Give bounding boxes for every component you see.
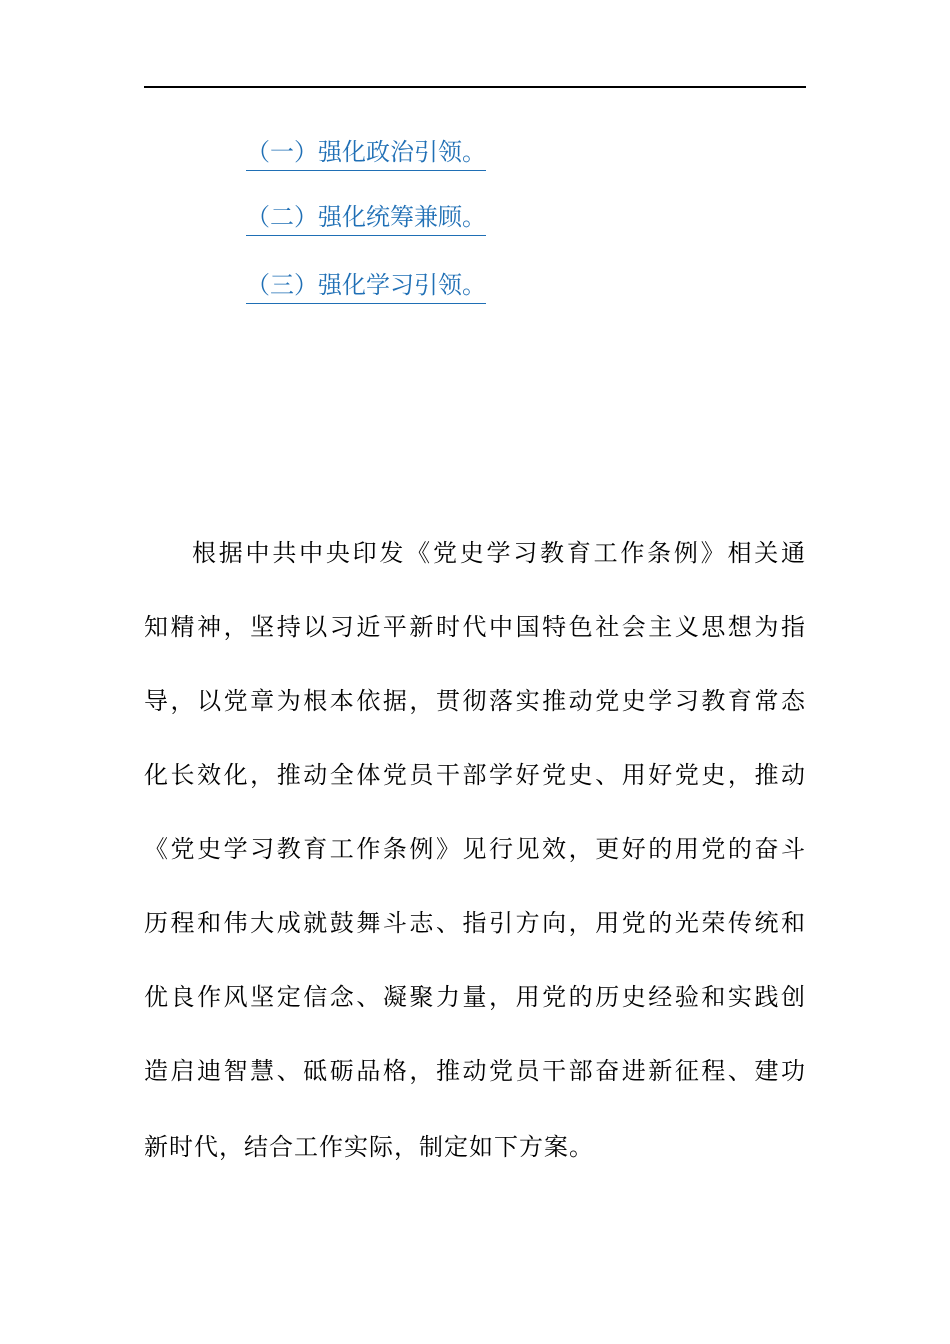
paragraph-line-5: 《党史学习教育工作条例》见行见效，更好的用党的奋斗	[144, 835, 806, 863]
paragraph-line-2: 知精神，坚持以习近平新时代中国特色社会主义思想为指	[144, 613, 806, 641]
toc-link-3[interactable]: （三）强化学习引领。	[246, 270, 486, 304]
paragraph-line-6: 历程和伟大成就鼓舞斗志、指引方向，用党的光荣传统和	[144, 909, 806, 937]
header-divider	[144, 86, 806, 88]
paragraph-line-8: 造启迪智慧、砥砺品格，推动党员干部奋进新征程、建功	[144, 1057, 806, 1085]
toc-link-2[interactable]: （二）强化统筹兼顾。	[246, 202, 486, 236]
paragraph-line-7: 优良作风坚定信念、凝聚力量，用党的历史经验和实践创	[144, 983, 806, 1011]
paragraph-line-9: 新时代，结合工作实际，制定如下方案。	[144, 1133, 594, 1161]
toc-link-1[interactable]: （一）强化政治引领。	[246, 137, 486, 171]
paragraph-line-4: 化长效化，推动全体党员干部学好党史、用好党史，推动	[144, 761, 806, 789]
paragraph-line-1: 根据中共中央印发《党史学习教育工作条例》相关通	[192, 539, 806, 567]
paragraph-line-3: 导，以党章为根本依据，贯彻落实推动党史学习教育常态	[144, 687, 806, 715]
